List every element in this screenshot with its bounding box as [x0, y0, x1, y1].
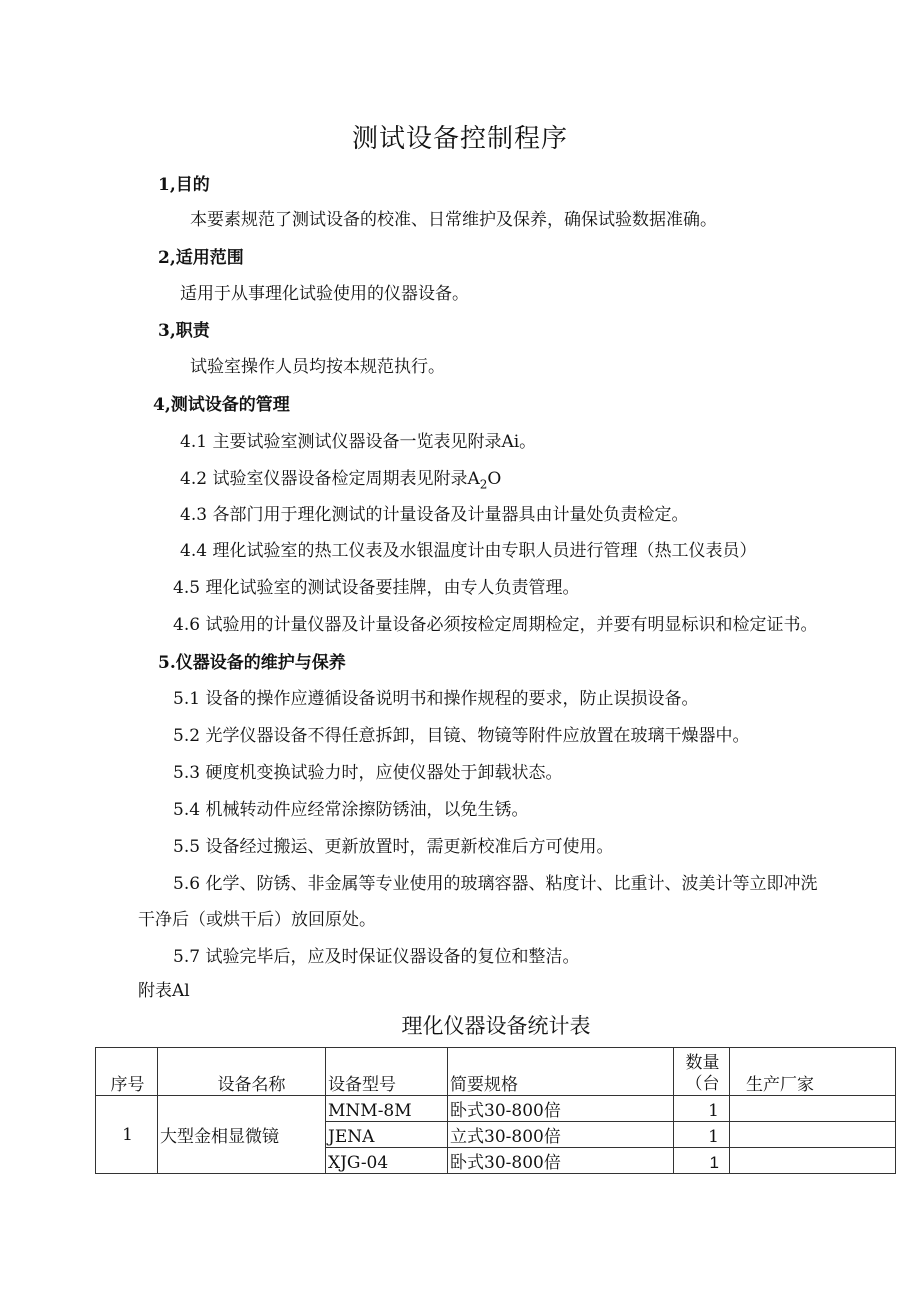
- section-2-heading: 2,适用范围: [158, 248, 244, 268]
- item-5-2: 5.2 光学仪器设备不得任意拆卸，目镜、物镜等附件应放置在玻璃干燥器中。: [173, 726, 750, 746]
- header-seq: 序号: [96, 1048, 158, 1096]
- cell-spec: 卧式30-800倍: [448, 1148, 674, 1174]
- cell-name: 大型金相显微镜: [158, 1096, 326, 1174]
- table-title: 理化仪器设备统计表: [401, 1014, 591, 1038]
- item-5-3: 5.3 硬度机变换试验力时，应使仪器处于卸载状态。: [173, 763, 563, 783]
- item-5-5: 5.5 设备经过搬运、更新放置时，需更新校准后方可使用。: [173, 837, 614, 857]
- cell-spec: 卧式30-800倍: [448, 1096, 674, 1122]
- cell-spec: 立式30-800倍: [448, 1122, 674, 1148]
- equipment-table: [95, 1047, 896, 1174]
- item-4-5: 4.5 理化试验室的测试设备要挂牌，由专人负责管理。: [173, 578, 580, 598]
- item-5-1: 5.1 设备的操作应遵循设备说明书和操作规程的要求，防止误损设备。: [173, 689, 699, 709]
- section-1-text: 本要素规范了测试设备的校准、日常维护及保养，确保试验数据准确。: [190, 210, 717, 230]
- cell-model: MNM-8M: [326, 1096, 448, 1122]
- header-qty: 数量 （台: [674, 1048, 730, 1096]
- cell-model: JENA: [326, 1122, 448, 1148]
- item-4-1: 4.1 主要试验室测试仪器设备一览表见附录Ai。: [180, 432, 537, 452]
- item-5-6-continued: 干净后（或烘干后）放回原处。: [138, 910, 376, 930]
- section-3-text: 试验室操作人员均按本规范执行。: [190, 357, 445, 377]
- section-3-heading: 3,职责: [158, 321, 210, 341]
- cell-qty: 1: [674, 1148, 730, 1174]
- cell-maker: [730, 1148, 896, 1174]
- cell-qty: 1: [674, 1122, 730, 1148]
- item-5-6: 5.6 化学、防锈、非金属等专业使用的玻璃容器、粘度计、比重计、波美计等立即冲洗: [173, 874, 818, 894]
- header-model: 设备型号: [326, 1048, 448, 1096]
- header-maker: 生产厂家: [730, 1048, 896, 1096]
- section-5-heading: 5.仪器设备的维护与保养: [158, 653, 346, 673]
- item-5-7: 5.7 试验完毕后，应及时保证仪器设备的复位和整洁。: [173, 947, 580, 967]
- header-spec: 简要规格: [448, 1048, 674, 1096]
- cell-seq: 1: [96, 1096, 158, 1174]
- table-header-row: [96, 1048, 896, 1096]
- item-5-4: 5.4 机械转动件应经常涂擦防锈油，以免生锈。: [173, 800, 529, 820]
- item-4-4: 4.4 理化试验室的热工仪表及水银温度计由专职人员进行管理（热工仪表员）: [180, 541, 757, 561]
- section-4-heading: 4,测试设备的管理: [153, 395, 290, 415]
- table-row: [96, 1096, 896, 1122]
- page-title: 测试设备控制程序: [351, 124, 568, 154]
- cell-maker: [730, 1122, 896, 1148]
- item-4-2: 4.2 试验室仪器设备检定周期表见附录$A_2O$: [180, 469, 502, 492]
- appendix-label: 附表Al: [138, 981, 190, 1001]
- section-1-heading: 1,目的: [158, 175, 210, 195]
- item-4-6: 4.6 试验用的计量仪器及计量设备必须按检定周期检定，并要有明显标识和检定证书。: [173, 615, 818, 635]
- header-name: 设备名称: [158, 1048, 326, 1096]
- cell-qty: 1: [674, 1096, 730, 1122]
- cell-maker: [730, 1096, 896, 1122]
- item-4-3: 4.3 各部门用于理化测试的计量设备及计量器具由计量处负责检定。: [180, 505, 689, 525]
- section-2-text: 适用于从事理化试验使用的仪器设备。: [180, 284, 469, 304]
- cell-model: XJG-04: [326, 1148, 448, 1174]
